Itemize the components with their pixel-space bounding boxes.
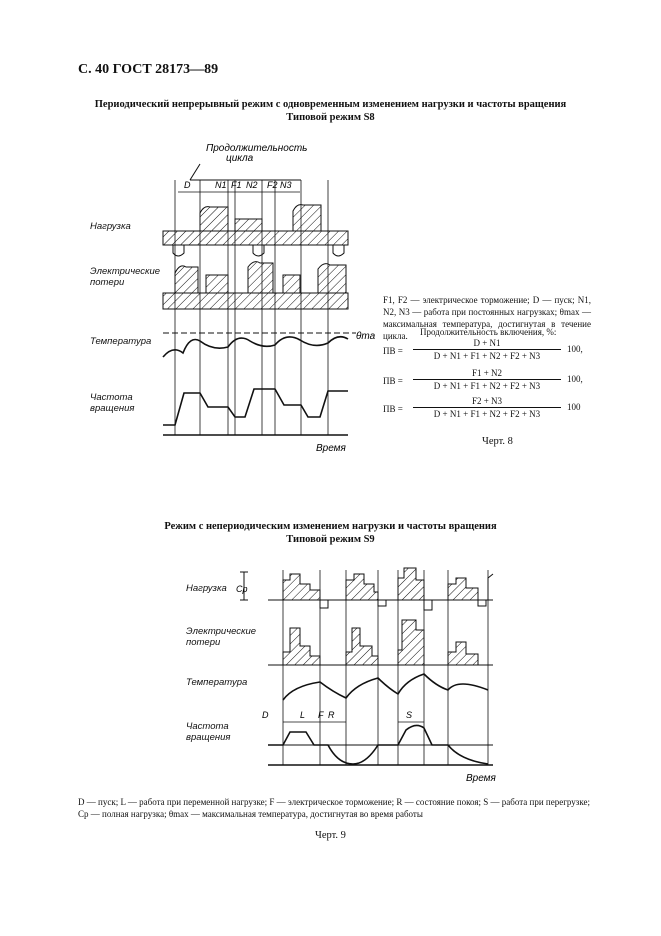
s8-legend: F1, F2 — электрическое торможение; D — пуск; N1, N2, N3 — работа при постоянных нагрузках; θmax — максимальная температура, достигнутая в течение цикла. — [383, 295, 591, 341]
s9-label-d: D — [262, 710, 269, 720]
s8-load-row — [163, 205, 348, 256]
s9-label-speed — [186, 721, 230, 743]
s9-title — [0, 520, 661, 546]
s8-seg-n1: N1 — [215, 180, 227, 190]
s9-label-temp: Температура — [186, 677, 248, 688]
pv1-label: ПВ = — [383, 346, 403, 356]
s8-cycle-label-2: цикла — [226, 153, 254, 164]
s9-losses-row — [283, 620, 478, 665]
s8-seg-f1: F1 — [231, 180, 242, 190]
s9-label-load: Нагрузка — [186, 583, 227, 594]
s9-label-losses-1: Электрические — [186, 626, 257, 637]
pv3-num: F2 + N3 — [471, 396, 503, 406]
pv1-num: D + N1 — [473, 338, 501, 348]
pv2-den: D + N1 + F1 + N2 + F2 + N3 — [433, 381, 541, 391]
s9-phase-labels — [262, 710, 412, 720]
s8-label-losses — [90, 266, 160, 288]
s9-label-speed-2: вращения — [186, 732, 231, 743]
s9-title-line2: Типовой режим S9 — [286, 534, 375, 545]
s8-pv-intro: Продолжительность включения, %: — [420, 327, 557, 337]
s8-speed-curve — [163, 389, 348, 425]
pv2-mult: 100, — [567, 374, 583, 384]
s8-label-losses-2: потери — [90, 277, 125, 288]
s9-legend: D — пуск; L — работа при переменной нагрузке; F — электрическое торможение; R — состояние покоя; S — работа при перегрузке; Cp — полная нагрузка; θmax — максимальная температура, достигнутая во время работы — [78, 797, 590, 819]
s8-caption: Черт. 8 — [482, 436, 513, 447]
pv2-label: ПВ = — [383, 376, 403, 386]
s9-label-losses — [186, 626, 256, 648]
s8-theta-label: θта — [356, 331, 376, 342]
s8-seg-n2: N2 — [246, 180, 258, 190]
s9-diagram — [238, 560, 508, 790]
s9-cp-label: Cp — [236, 584, 248, 594]
s8-seg-n3: N3 — [280, 180, 292, 190]
page-header: С. 40 ГОСТ 28173—89 — [78, 62, 219, 77]
s9-load-row — [283, 568, 493, 610]
s9-label-l: L — [300, 710, 306, 720]
s9-label-s: S — [406, 710, 413, 720]
pv2-num: F1 + N2 — [471, 368, 503, 378]
s9-label-r: R — [328, 710, 335, 720]
pv1-den: D + N1 + F1 + N2 + F2 + N3 — [433, 351, 541, 361]
s9-title-line1: Режим с непериодическим изменением нагрузки и частоты вращения — [164, 521, 497, 532]
s8-label-speed-1: Частота — [90, 392, 133, 403]
s8-label-speed — [90, 392, 134, 414]
s9-label-speed-1: Частота — [186, 721, 229, 732]
s8-label-speed-2: вращения — [90, 403, 135, 414]
s9-caption: Черт. 9 — [315, 830, 346, 841]
pv3-den: D + N1 + F1 + N2 + F2 + N3 — [433, 409, 541, 419]
s8-title-line2: Типовой режим S8 — [286, 112, 375, 123]
s9-time-label: Время — [466, 773, 496, 784]
s8-label-temp: Температура — [90, 336, 152, 347]
s9-label-losses-2: потери — [186, 637, 221, 648]
s8-seg-f2: F2 — [267, 180, 278, 190]
s8-label-load: Нагрузка — [90, 221, 131, 232]
s8-cycle-label-1: Продолжительность — [206, 143, 308, 154]
pv3-label: ПВ = — [383, 404, 403, 414]
s9-label-f: F — [318, 710, 324, 720]
pv1-mult: 100, — [567, 344, 583, 354]
s8-time-label: Время — [316, 443, 346, 454]
s8-temp-curve — [163, 337, 348, 357]
pv3-mult: 100 — [567, 402, 581, 412]
s8-label-losses-1: Электрические — [90, 266, 161, 277]
s8-title-line1: Периодический непрерывный режим с одновременным изменением нагрузки и частоты вращения — [94, 99, 567, 110]
s9-temp-curve — [283, 674, 488, 700]
s8-title — [0, 98, 661, 124]
s8-seg-d: D — [184, 180, 191, 190]
s8-losses-row — [163, 262, 348, 309]
